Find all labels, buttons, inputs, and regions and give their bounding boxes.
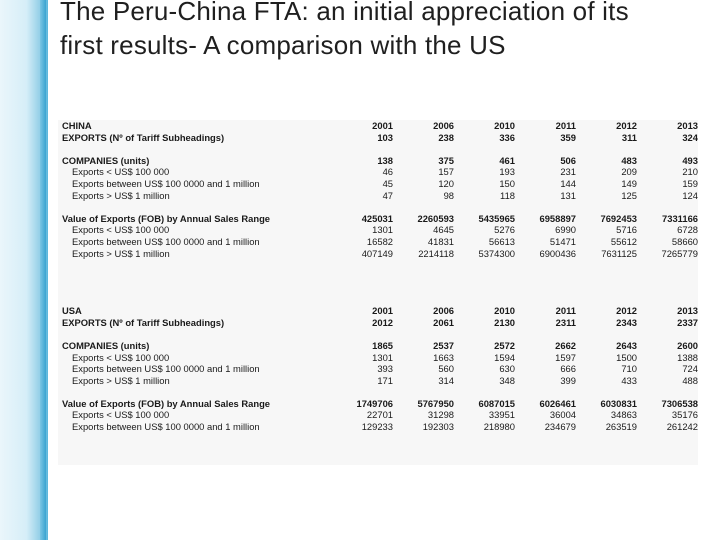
table-cell: 493 (682, 154, 698, 166)
row-label: CHINA (62, 120, 92, 131)
table-cell: 407149 (361, 247, 393, 259)
table-cell: 171 (377, 374, 393, 386)
table-cell: 150 (499, 177, 515, 189)
table-cell: 433 (621, 374, 637, 386)
table-cell: 2214118 (418, 247, 454, 259)
table-row (58, 340, 698, 352)
table-cell: 144 (560, 177, 576, 189)
row-label: Exports between US$ 100 0000 and 1 million (72, 235, 260, 247)
table-cell: 138 (377, 154, 393, 166)
table-cell: 45 (382, 177, 393, 189)
table-cell: 375 (438, 154, 454, 166)
table-cell: 263519 (605, 421, 637, 433)
table-cell: 399 (560, 374, 576, 386)
row-spacer (58, 386, 698, 398)
row-label: Exports < US$ 100 000 (72, 224, 170, 236)
table-cell: 7631125 (601, 247, 637, 259)
table-cell: 483 (621, 154, 637, 166)
table-cell: 5276 (494, 224, 515, 236)
table-cell: 560 (438, 363, 454, 375)
row-label: Exports between US$ 100 0000 and 1 million (72, 363, 260, 375)
row-label: Exports between US$ 100 0000 and 1 million (72, 421, 260, 433)
table-cell: 1500 (616, 351, 637, 363)
table-cell: 2012 (616, 305, 637, 317)
table-cell: 488 (682, 374, 698, 386)
table-cell: 1301 (372, 351, 393, 363)
table-cell: 1597 (555, 351, 576, 363)
table-cell: 314 (438, 374, 454, 386)
table-cell: 1301 (372, 224, 393, 236)
left-accent-bar (0, 0, 48, 540)
table-body (58, 120, 698, 433)
table-cell: 724 (682, 363, 698, 375)
table-cell: 710 (621, 363, 637, 375)
table-row (58, 375, 698, 387)
table-cell: 149 (621, 177, 637, 189)
table-cell: 2643 (616, 339, 637, 351)
table-cell: 4645 (433, 224, 454, 236)
table-row (58, 317, 698, 329)
table-cell: 33951 (488, 409, 515, 421)
table-cell: 192303 (422, 421, 454, 433)
table-cell: 193 (499, 166, 515, 178)
section-spacer (58, 259, 698, 305)
table-cell: 159 (682, 177, 698, 189)
table-row (58, 166, 698, 178)
table-cell: 5716 (616, 224, 637, 236)
table-cell: 22701 (366, 409, 393, 421)
table-row (58, 305, 698, 317)
table-row (58, 132, 698, 144)
table-cell: 51471 (549, 235, 576, 247)
slide-title-line-2: first results- A comparison with the US (60, 30, 506, 60)
table-cell: 56613 (488, 235, 515, 247)
table-cell: 58660 (671, 235, 698, 247)
table-cell: 31298 (427, 409, 454, 421)
table-cell: 324 (682, 131, 698, 143)
table-cell: 7692453 (600, 212, 637, 224)
table-cell: 1594 (494, 351, 515, 363)
table-cell: 311 (621, 131, 637, 143)
row-label: Value of Exports (FOB) by Annual Sales Range (62, 397, 271, 409)
table-cell: 157 (438, 166, 454, 178)
table-cell: 5767950 (417, 397, 454, 409)
table-cell: 131 (560, 189, 576, 201)
table-cell: 2572 (494, 339, 515, 351)
table-cell: 6728 (677, 224, 698, 236)
table-cell: 2006 (433, 120, 454, 131)
table-cell: 2001 (372, 305, 393, 317)
row-label: COMPANIES (units) (62, 154, 150, 166)
table-cell: 1663 (433, 351, 454, 363)
table-row (58, 155, 698, 167)
table-cell: 1388 (677, 351, 698, 363)
table-cell: 6087015 (478, 397, 515, 409)
row-label: EXPORTS (Nº of Tariff Subheadings) (62, 316, 225, 328)
table-cell: 218980 (483, 421, 515, 433)
table-cell: 393 (377, 363, 393, 375)
table-cell: 348 (499, 374, 515, 386)
table-cell: 1865 (372, 339, 393, 351)
row-spacer (58, 201, 698, 213)
table-cell: 666 (560, 363, 576, 375)
row-label: Value of Exports (FOB) by Annual Sales Range (62, 212, 271, 224)
table-cell: 2311 (555, 316, 576, 328)
table-cell: 210 (682, 166, 698, 178)
table-row (58, 213, 698, 225)
table-cell: 2130 (494, 316, 515, 328)
table-cell: 2013 (677, 120, 698, 131)
row-label: Exports between US$ 100 0000 and 1 million (72, 177, 260, 189)
table-cell: 2001 (372, 120, 393, 131)
table-row (58, 421, 698, 433)
slide-title (60, 0, 710, 62)
table-cell: 120 (438, 177, 454, 189)
table-cell: 336 (499, 131, 515, 143)
row-label: COMPANIES (units) (62, 339, 150, 351)
table-cell: 46 (382, 166, 393, 178)
row-label: Exports > US$ 1 million (72, 189, 170, 201)
table-cell: 1749706 (356, 397, 393, 409)
table-cell: 2012 (372, 316, 393, 328)
table-cell: 6990 (555, 224, 576, 236)
row-spacer (58, 328, 698, 340)
row-label: USA (62, 305, 82, 317)
table-cell: 6958897 (539, 212, 576, 224)
table-cell: 5374300 (478, 247, 515, 259)
table-cell: 231 (560, 166, 576, 178)
row-label: Exports > US$ 1 million (72, 247, 170, 259)
table-cell: 2662 (555, 339, 576, 351)
table-cell: 6030831 (600, 397, 637, 409)
table-cell: 7265779 (661, 247, 698, 259)
row-label: Exports > US$ 1 million (72, 374, 170, 386)
table-row (58, 363, 698, 375)
table-cell: 2600 (677, 339, 698, 351)
table-cell: 129233 (361, 421, 393, 433)
table-cell: 2013 (677, 305, 698, 317)
table-row (58, 120, 698, 132)
table-row (58, 248, 698, 260)
table-row (58, 178, 698, 190)
row-label: Exports < US$ 100 000 (72, 351, 170, 363)
table-cell: 359 (560, 131, 576, 143)
row-label: Exports < US$ 100 000 (72, 166, 170, 178)
table-cell: 2012 (616, 120, 637, 131)
table-cell: 261242 (666, 421, 698, 433)
row-spacer (58, 143, 698, 155)
table-cell: 35176 (671, 409, 698, 421)
table-cell: 238 (438, 131, 454, 143)
table-cell: 6026461 (539, 397, 576, 409)
table-cell: 98 (443, 189, 454, 201)
table-cell: 7306538 (661, 397, 698, 409)
table-cell: 2010 (494, 120, 515, 131)
table-cell: 234679 (544, 421, 576, 433)
table-cell: 2006 (433, 305, 454, 317)
table-row (58, 352, 698, 364)
table-cell: 34863 (610, 409, 637, 421)
table-cell: 2061 (433, 316, 454, 328)
row-label: Exports < US$ 100 000 (72, 409, 170, 421)
table-row (58, 224, 698, 236)
table-cell: 630 (499, 363, 515, 375)
table-cell: 36004 (549, 409, 576, 421)
table-cell: 209 (621, 166, 637, 178)
table-cell: 2343 (616, 316, 637, 328)
table-row (58, 409, 698, 421)
table-cell: 2537 (433, 339, 454, 351)
table-row (58, 398, 698, 410)
table-cell: 2010 (494, 305, 515, 317)
table-cell: 2011 (555, 305, 576, 317)
table-cell: 41831 (427, 235, 454, 247)
table-cell: 461 (499, 154, 515, 166)
table-cell: 124 (682, 189, 698, 201)
table-cell: 6900436 (539, 247, 576, 259)
table-cell: 2011 (555, 120, 576, 131)
table-cell: 5435965 (478, 212, 515, 224)
table-row (58, 236, 698, 248)
table-cell: 425031 (361, 212, 393, 224)
exports-comparison-table (58, 120, 698, 465)
table-cell: 103 (377, 131, 393, 143)
table-cell: 2260593 (417, 212, 454, 224)
table-row (58, 190, 698, 202)
table-cell: 125 (621, 189, 637, 201)
table-cell: 506 (560, 154, 576, 166)
slide-title-line-1: The Peru-China FTA: an initial appreciation of its (60, 0, 629, 26)
table-cell: 7331166 (662, 212, 698, 224)
table-cell: 55612 (610, 235, 637, 247)
table-cell: 118 (500, 189, 515, 201)
table-cell: 47 (382, 189, 393, 201)
table-cell: 2337 (677, 316, 698, 328)
table-cell: 16582 (366, 235, 393, 247)
row-label: EXPORTS (Nº of Tariff Subheadings) (62, 131, 225, 143)
